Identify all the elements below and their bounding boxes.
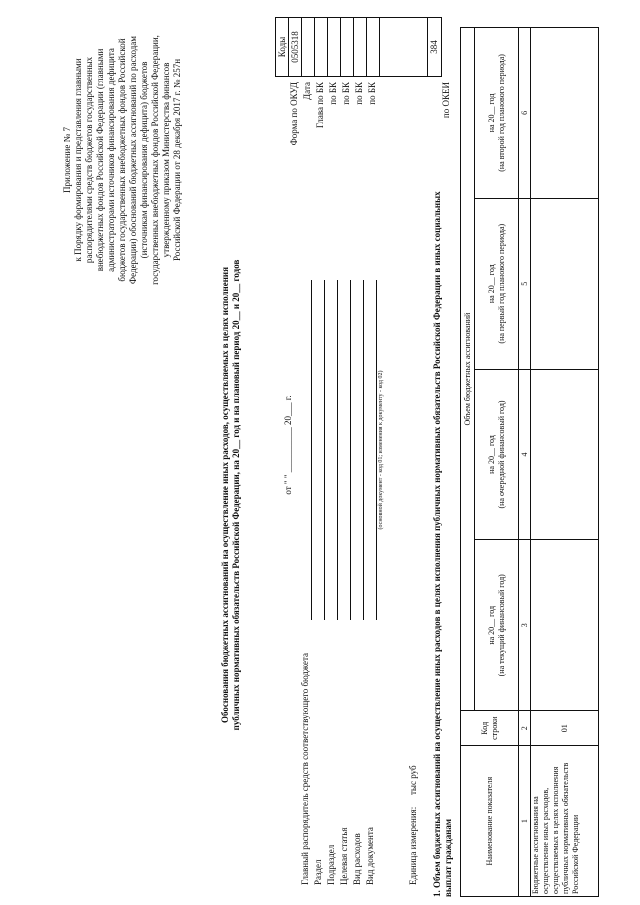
appendix-line: утвержденному приказом Министерства финансов <box>161 62 171 258</box>
header-col5 <box>475 198 519 369</box>
okud-code: 0505318 <box>289 18 302 77</box>
okud-label: Форма по ОКУД <box>289 82 299 146</box>
codes-table <box>275 17 442 77</box>
date-code <box>302 18 315 77</box>
column-number: 5 <box>519 198 531 369</box>
column-number: 3 <box>519 540 531 711</box>
expense-type-label: Вид расходов <box>352 833 362 885</box>
header-col4 <box>475 369 519 540</box>
header-col5-desc: (на первый год планового периода) <box>496 223 506 344</box>
appendix-line: государственных внебюджетных фондов Российской Федерации, <box>150 35 160 285</box>
main-manager-line <box>311 280 312 620</box>
appendix-line: администраторами источников финансирования дефицита <box>106 48 116 272</box>
target-article-label: Целевая статья <box>339 827 349 885</box>
appendix-line: Федерации) обоснований бюджетных ассигнований по расходам <box>128 36 138 284</box>
bk-code <box>367 18 380 77</box>
appendix-line: (источникам финансирования дефицита) бюджетов <box>139 61 149 259</box>
header-col3 <box>475 540 519 711</box>
column-number: 2 <box>519 711 531 746</box>
unit-label: Единица измерения: <box>408 806 418 885</box>
header-col6 <box>475 28 519 199</box>
bk-label: по БК <box>367 82 377 105</box>
header-volume: Объем бюджетных ассигнований <box>461 28 475 711</box>
header-col3-year: на 20__ год <box>486 605 496 645</box>
unit-value: тыс руб <box>408 765 418 795</box>
expense-type-line <box>363 280 364 620</box>
appendix-title: Приложение № 7 <box>62 127 72 193</box>
section1-heading-line1: 1. Объем бюджетных ассигнований на осуществление иных расходов в целях исполнения публичных нормативных обязательств Российской Федерации в иных социальных <box>432 191 442 897</box>
target-article-line <box>350 280 351 620</box>
bk-label: по БК <box>354 82 364 105</box>
bk-glava-label: Глава по БК <box>315 82 325 129</box>
subsection-line <box>337 280 338 620</box>
document-type-label: Вид документа <box>365 827 375 885</box>
blank-code <box>380 18 428 77</box>
header-col4-desc: (на очередной финансовый год) <box>496 400 506 509</box>
document-title-line2: публичных нормативных обязательств Российской Федерации, на 20__ год и на плановый период 20__ и 20__ годов <box>231 259 241 731</box>
document-type-note: (основной документ - код 01; изменения к документу - код 02) <box>378 370 384 530</box>
bk-code <box>354 18 367 77</box>
header-col6-desc: (на второй год планового периода) <box>496 54 506 172</box>
codes-header: Коды <box>276 18 289 77</box>
main-manager-label: Главный распорядитель средств соответствующего бюджета <box>300 652 310 885</box>
bk-label: по БК <box>328 82 338 105</box>
section1-heading <box>432 7 454 897</box>
document-title <box>220 215 242 775</box>
bk-code <box>328 18 341 77</box>
row1-name: Бюджетные ассигнования на осуществление иных расходов, осуществляемых в целях исполнения публичных нормативных обязательств Российской Федерации <box>531 746 599 897</box>
row1-value <box>531 198 599 369</box>
section-line <box>324 280 325 620</box>
header-name: Наименование показателя <box>461 746 519 897</box>
document-type-line <box>376 280 377 620</box>
header-col6-year: на 20__ год <box>486 93 496 133</box>
section-label: Раздел <box>313 859 323 885</box>
column-number: 4 <box>519 369 531 540</box>
row1-value <box>531 540 599 711</box>
row1-value <box>531 28 599 199</box>
appendix-line: распорядителями средств бюджетов государственных <box>84 56 94 264</box>
date-label: Дата <box>302 82 312 100</box>
appendix-line: бюджетов государственных внебюджетных фондов Российской <box>117 38 127 282</box>
column-number: 6 <box>519 28 531 199</box>
column-number: 1 <box>519 746 531 897</box>
okei-code: 384 <box>428 18 442 77</box>
appendix-line: внебюджетных фондов Российской Федерации (главными <box>95 48 105 272</box>
document-date: от " " __________ 20___ г. <box>283 395 293 495</box>
appendix-line: Российской Федерации от 28 декабря 2017 г. № 257н <box>172 58 182 262</box>
appendix-block <box>62 15 183 305</box>
appendix-line: к Порядку формирования и представления главными <box>73 58 83 262</box>
header-code: Код строки <box>461 711 519 746</box>
bk-code <box>341 18 354 77</box>
document-title-line1: Обоснования бюджетных ассигнований на осуществление иных расходов, осуществляемых в целях исполнения <box>220 267 230 723</box>
bk-label: по БК <box>341 82 351 105</box>
budget-table <box>460 27 599 897</box>
section1-heading-line2: выплат гражданам <box>443 818 453 897</box>
header-col3-desc: (на текущий финансовый год) <box>496 574 506 677</box>
row1-value <box>531 369 599 540</box>
header-col4-year: на 20__ год <box>486 435 496 474</box>
glava-code <box>315 18 328 77</box>
row1-code: 01 <box>531 711 599 746</box>
codes-block <box>255 0 451 265</box>
subsection-label: Подраздел <box>326 844 336 885</box>
okei-label: по ОКЕИ <box>441 82 451 119</box>
header-col5-year: на 20__ год <box>486 264 496 304</box>
table-row <box>531 28 599 897</box>
